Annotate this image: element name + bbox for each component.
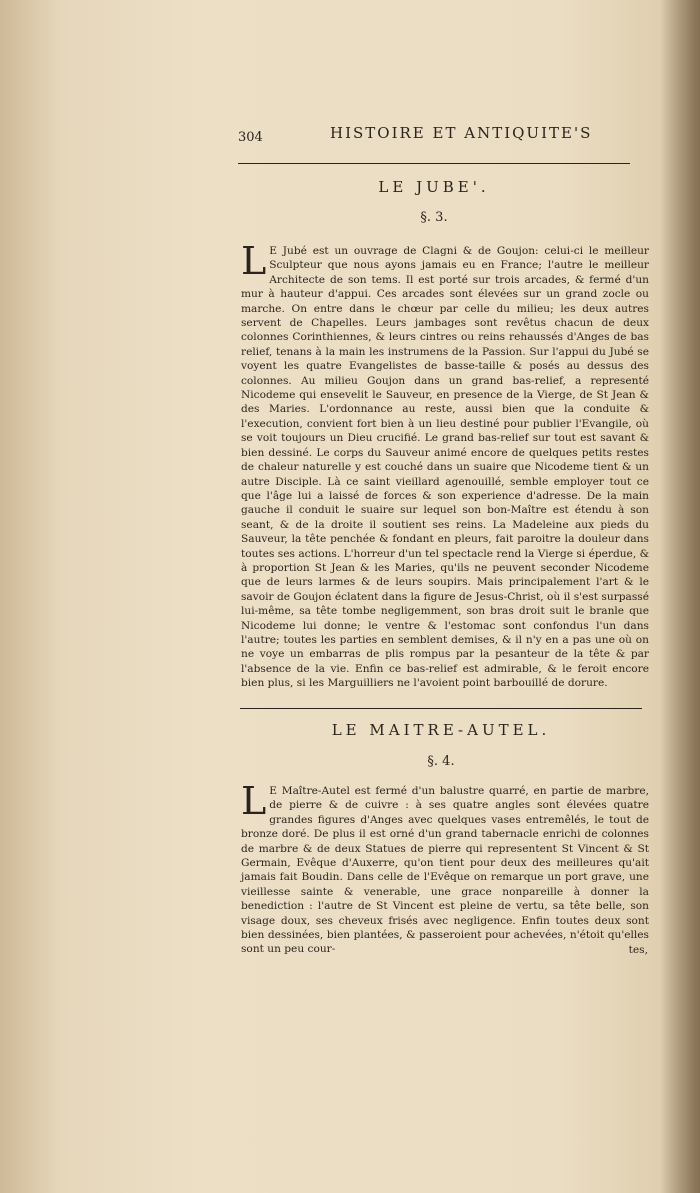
drop-cap: L — [241, 239, 267, 283]
section-title-maitre-autel: LE MAITRE-AUTEL. — [331, 721, 551, 739]
page-header — [238, 124, 628, 146]
section-divider-rule — [240, 708, 642, 709]
paragraph-jube — [241, 239, 649, 691]
section-title-jube: LE JUBE'. — [378, 178, 490, 196]
paragraph-jube-text: E Jubé est un ouvrage de Clagni & de Goujon: celui-ci le meilleur Sculpteur que nous ayons jamais eu en France; l'autre le meilleur Architecte de son tems. Il est porté sur trois arcades, & fermé d'un mur à hauteur d'appui. Ces arcades sont élevées sur un grand zocle ou marche. On entre dans le chœur par celle du milieu; les deux autres servent de Chapelles. Leurs jambages sont revêtus chacun de deux colonnes Corinthiennes, & leurs cintres ou reins rehaussés d'Anges de bas relief, tenans à la main les instrumens de la Passion. Sur l'appui du Jubé se voyent les quatre Evangelistes de basse-taille & posés au dessus des colonnes. Au milieu Goujon dans un grand bas-relief, a representé Nicodeme qui ensevelit le Sauveur, en presence de la Vierge, de St Jean & des Maries. L'ordonnance au reste, aussi bien que la conduite & l'execution, convient fort bien à un lieu destiné pour publier l'Evangile, où se voit toujours un Dieu crucifié. Le grand bas-relief sur tout est savant & bien dessiné. Le corps du Sauveur animé encore de quelques petits restes de chaleur naturelle y est couché dans un suaire que Nicodeme tient & un autre Disciple. Là ce saint vieillard agenouillé, semble employer tout ce que l'âge lui a laissé de forces & son experience d'adresse. De la main gauche il conduit le suaire sur lequel son bon-Maître est étendu à son seant, & de la droite il soutient ses reins. La Madeleine aux pieds du Sauveur, la tête penchée & fondant en pleurs, fait paroitre la douleur dans toutes ses actions. L'horreur d'un tel spectacle rend la Vierge si éperdue, & à proportion St Jean & les Maries, qu'ils ne peuvent seconder Nicodeme que de leurs larmes & de leurs soupirs. Mais principalement l'art & le savoir de Goujon éclatent dans la figure de Jesus-Christ, où il s'est surpassé lui-même, sa tête tombe negligemment, son bras droit suit le branle que Nicodeme lui donne; le ventre & l'estomac sont confondus l'un dans l'autre; toutes les parties en semblent demises, & il n'y en a pas une où on ne voye un embarras de plis rompus par la pesanteur de la tête & par l'absence de la vie. Enfin ce bas-relief est admirable, & le feroit encore bien plus, si les Marguilliers ne l'avoient point barbouillé de dorure. — [241, 245, 649, 690]
section-number-3: §. 3. — [420, 210, 448, 225]
drop-cap: L — [241, 779, 267, 823]
paragraph-maitre-autel-text: E Maître-Autel est fermé d'un balustre quarré, en partie de marbre, de pierre & de cuivre : à ses quatre angles sont élevées quatre grandes figures d'Anges avec quelques vases entremêlés, le tout de bronze doré. De plus il est orné d'un grand tabernacle enrichi de colonnes de marbre & de deux Statues de pierre qui representent St Vincent & St Germain, Evêque d'Auxerre, qu'on tient pour deux des meilleures qu'ait jamais fait Boudin. Dans celle de l'Evêque on remarque un port grave, une vieillesse sainte & venerable, une grace nonpareille à donner la benediction : l'autre de St Vincent est pleine de vertu, sa tête belle, son visage doux, ses cheveux frisés avec negligence. Enfin toutes deux sont bien dessinées, bien plantées, & passeroient pour achevées, n'étoit qu'elles sont un peu cour- — [241, 785, 649, 956]
page-gutter-shadow — [660, 0, 700, 1193]
section-number-4: §. 4. — [427, 754, 455, 769]
running-title: HISTOIRE ET ANTIQUITE'S — [330, 124, 593, 142]
page-number: 304 — [238, 130, 263, 145]
catchword: tes, — [628, 944, 648, 956]
paragraph-maitre-autel — [241, 779, 649, 957]
header-rule — [238, 163, 630, 164]
